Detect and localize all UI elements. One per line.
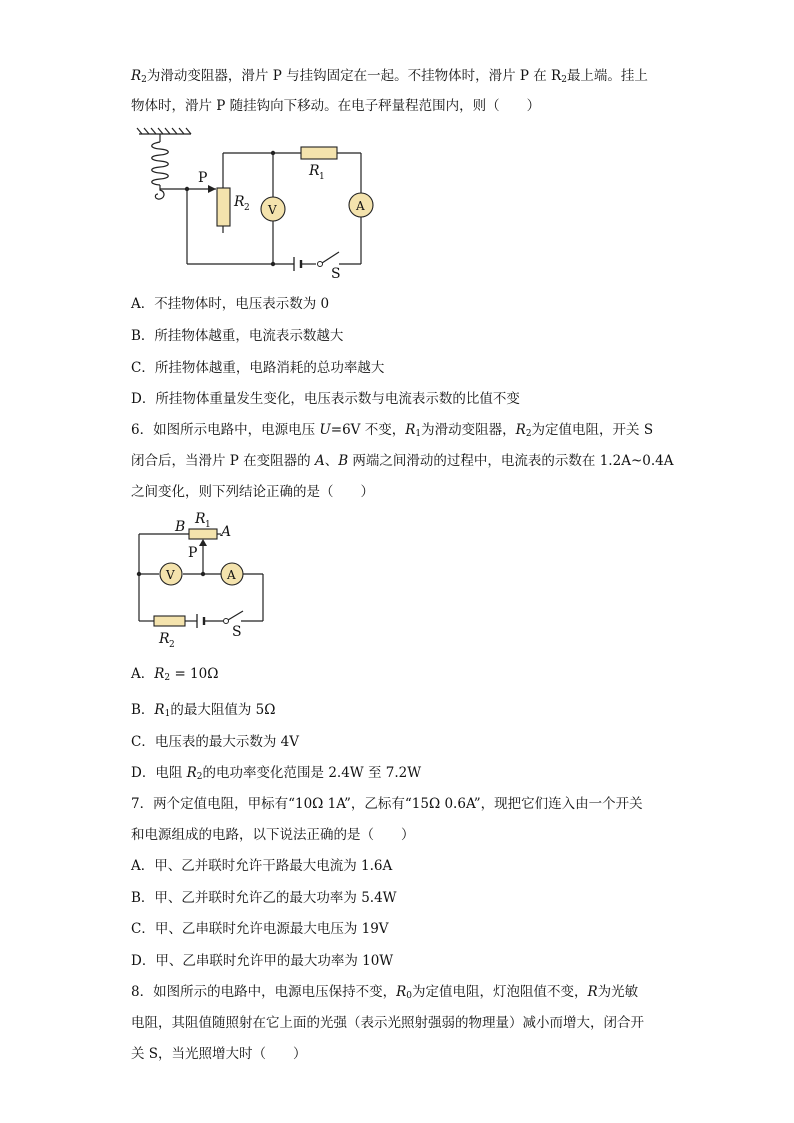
q6-label-r1: R [195,511,206,527]
q6-label-s: S [232,624,242,640]
q5-label-r1-sub: 1 [319,172,325,182]
q6-label-r1-sub: 1 [205,520,211,530]
q5-option-d: D．所挂物体重量发生变化，电压表示数与电流表示数的比值不变 [131,391,520,407]
q5-intro-line1: $R_2$为滑动变阻器，滑片 P 与挂钩固定在一起。不挂物体时，滑片 P 在 $R_2$最上端。挂上 [131,68,648,85]
q5-intro-line2: 物体时，滑片 P 随挂钩向下移动。在电子秤量程范围内，则（ ） [131,98,541,114]
q5-label-s: S [331,266,341,282]
q6-option-d: D．电阻 $R_2$的电功率变化范围是 2.4W 至 7.2W [131,765,422,782]
q6-stem-line2: 闭合后，当滑片 P 在变阻器的 A、B 两端之间滑动的过程中，电流表的示数在 1.2A~0.4A [131,453,674,469]
q6-label-b: B [175,519,186,535]
q5-circuit-diagram [131,128,371,282]
q6-circuit-diagram [131,508,281,648]
q5-label-r2-sub: 2 [244,203,250,213]
q8-stem-line2: 电阻，其阻值随照射在它上面的光强（表示光照射强弱的物理量）减小而增大，闭合开 [131,1015,644,1031]
q5-ammeter-label: A [356,199,365,213]
q5-label-p: P [198,170,208,186]
q6-stem-line3: 之间变化，则下列结论正确的是（ ） [131,484,374,500]
q6-ammeter-label: A [227,568,236,582]
q6-label-p: P [188,545,198,561]
q6-label-a-end: A [221,524,232,540]
q7-option-b: B．甲、乙并联时允许乙的最大功率为 5.4W [131,890,397,906]
q6-option-c: C．电压表的最大示数为 4V [131,734,299,750]
q8-stem-line3: 关 S，当光照增大时（ ） [131,1046,307,1062]
q7-option-d: D．甲、乙串联时允许甲的最大功率为 10W [131,953,394,969]
q6-label-r2: R [159,631,170,647]
q5-label-r1: R [309,163,320,179]
q5-option-c: C．所挂物体越重，电路消耗的总功率越大 [131,360,385,376]
q7-stem-line1: 7．两个定值电阻，甲标有“10Ω 1A”，乙标有“15Ω 0.6A”，现把它们连入由一个开关 [131,796,643,812]
q7-option-c: C．甲、乙串联时允许电源最大电压为 19V [131,921,389,937]
q5-label-r2: R [234,194,245,210]
q7-stem-line2: 和电源组成的电路，以下说法正确的是（ ） [131,827,415,843]
q6-voltmeter-label: V [166,568,175,582]
q6-label-r2-sub: 2 [169,640,175,650]
q6-option-a: A．$R_2 = 10\Omega$ [131,666,219,683]
q7-option-a: A．甲、乙并联时允许干路最大电流为 1.6A [131,858,393,874]
q5-voltmeter-label: V [268,203,277,217]
q5-option-b: B．所挂物体越重，电流表示数越大 [131,328,344,344]
q6-option-b: B．$R_1$的最大阻值为 5Ω [131,702,276,719]
q5-option-a: A．不挂物体时，电压表示数为 0 [131,296,330,312]
q8-stem-line1: 8．如图所示的电路中，电源电压保持不变，$R_0$为定值电阻，灯泡阻值不变，R为光敏 [131,984,639,1001]
q6-stem-line1: 6．如图所示电路中，电源电压 U=6V 不变，$R_1$为滑动变阻器，$R_2$为定值电阻，开关 S [131,422,654,439]
